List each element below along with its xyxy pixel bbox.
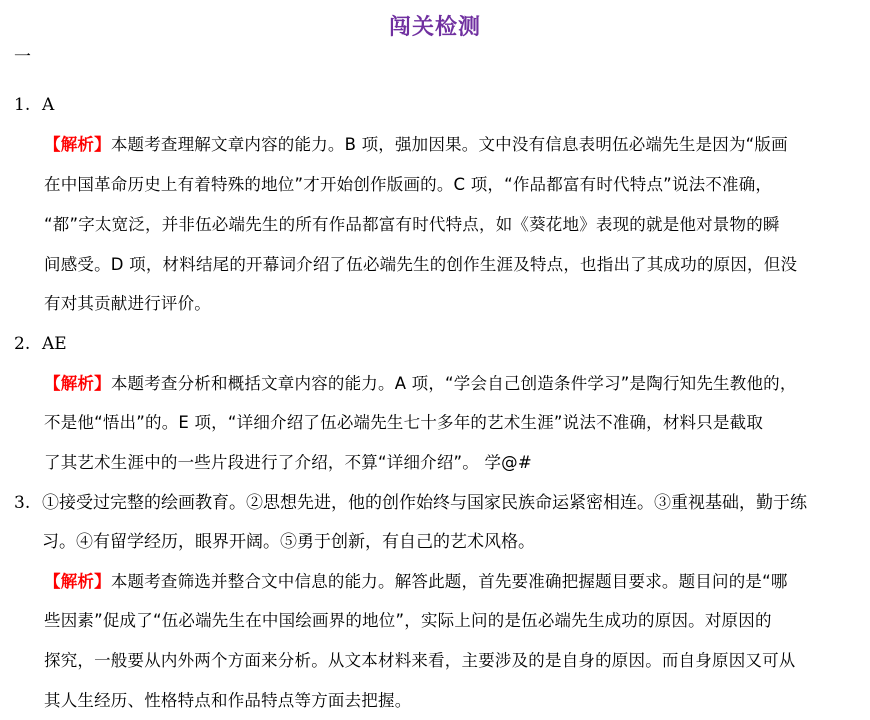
analysis-text: 本题考查理解文章内容的能力。B 项，强加因果。文中没有信息表明伍必端先生是因为“版画 [110, 135, 788, 154]
question-2-header [14, 331, 67, 357]
question-1-analysis-line-2: 在中国革命历史上有着特殊的地位”才开始创作版画的。C 项，“作品都富有时代特点”说法不准确， [44, 175, 773, 194]
question-3-analysis-line-1 [44, 569, 788, 595]
question-1-analysis-line-4: 间感受。D 项，材料结尾的开幕词介绍了伍必端先生的创作生涯及特点，也指出了其成功的原因，但没 [44, 255, 798, 274]
question-3-answer-line-1: ①接受过完整的绘画教育。②思想先进，他的创作始终与国家民族命运紧密相连。③重视基础，勤于练 [42, 493, 807, 513]
question-3-analysis-line-3: 探究，一般要从内外两个方面来分析。从文本材料来看，主要涉及的是自身的原因。而自身原因又可从 [44, 651, 796, 670]
question-1-analysis-line-5: 有对其贡献进行评价。 [44, 294, 211, 313]
question-1-answer: A [42, 95, 55, 115]
page-title: 闯关检测 [388, 14, 481, 40]
analysis-tag: 【解析】 [44, 572, 111, 591]
analysis-tag: 【解析】 [44, 374, 111, 393]
question-3-answer-line-2: 习。④有留学经历，眼界开阔。⑤勇于创新，有自己的艺术风格。 [42, 532, 535, 552]
question-1-analysis-line-1 [44, 132, 788, 158]
section-number: 一 [14, 47, 31, 67]
analysis-text: 本题考查筛选并整合文中信息的能力。解答此题，首先要准确把握题目要求。题目问的是“哪 [110, 572, 788, 591]
question-1-number: 1. [14, 95, 31, 115]
question-3-analysis-line-4: 其人生经历、性格特点和作品特点等方面去把握。 [44, 691, 412, 710]
question-2-analysis-line-1 [44, 371, 797, 397]
question-2-analysis-line-3: 了其艺术生涯中的一些片段进行了介绍，不算“详细介绍”。 学@# [44, 453, 532, 472]
question-2-answer: AE [42, 334, 67, 354]
analysis-text: 本题考查分析和概括文章内容的能力。A 项，“学会自己创造条件学习”是陶行知先生教他的， [110, 374, 797, 393]
question-1-analysis-line-3: “都”字太宽泛，并非伍必端先生的所有作品都富有时代特点，如《葵花地》表现的就是他对景物的瞬 [44, 215, 780, 234]
analysis-tag: 【解析】 [44, 135, 111, 154]
question-2-number: 2. [14, 334, 31, 354]
question-3-analysis-line-2: 些因素”促成了“伍必端先生在中国绘画界的地位”，实际上问的是伍必端先生成功的原因。对原因的 [44, 611, 772, 630]
question-1-header [14, 92, 54, 118]
question-3-header [14, 490, 807, 516]
question-3-number: 3. [14, 493, 31, 513]
question-2-analysis-line-2: 不是他“悟出”的。E 项，“详细介绍了伍必端先生七十多年的艺术生涯”说法不准确，材料只是截取 [44, 413, 764, 432]
